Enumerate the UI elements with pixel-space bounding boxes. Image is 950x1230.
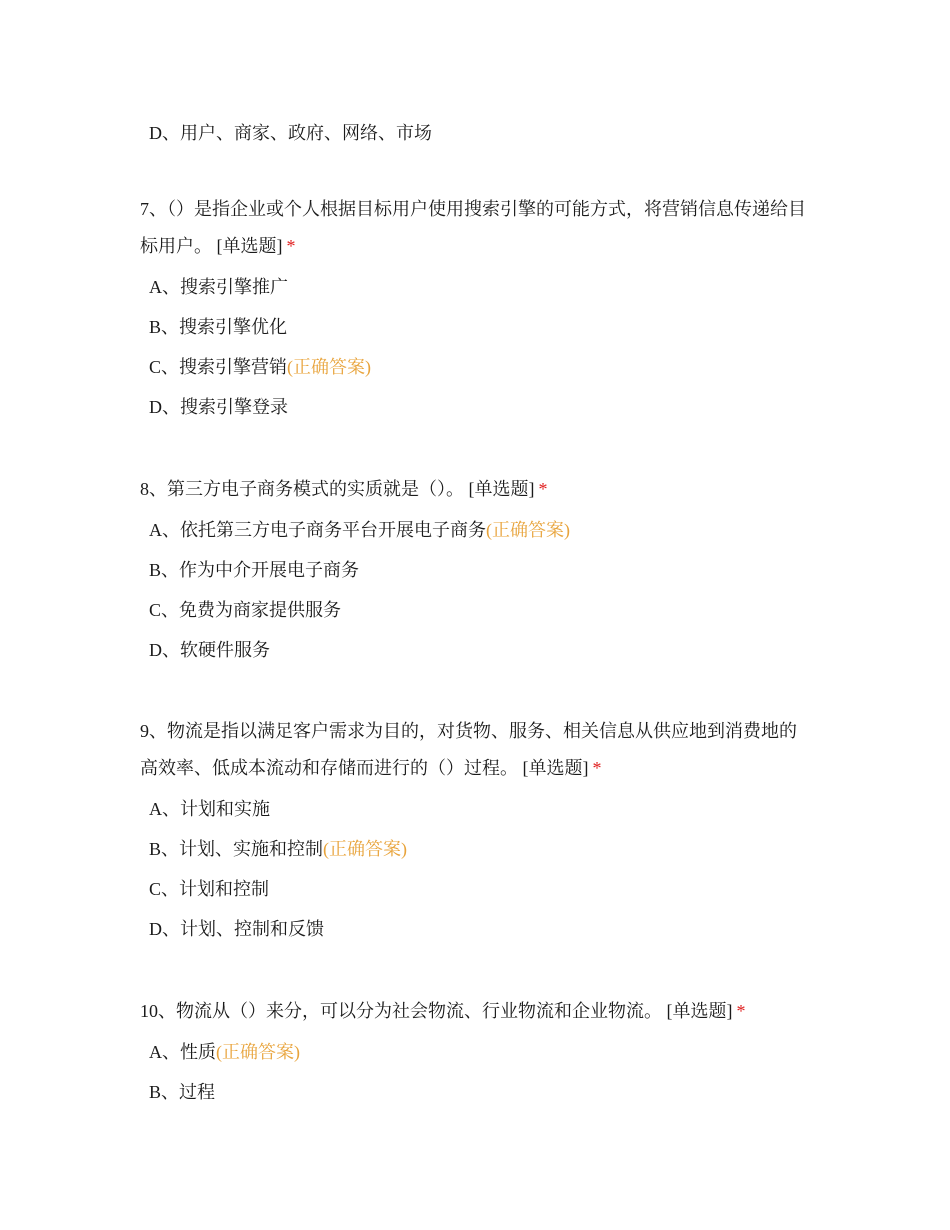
question-text: 10、物流从（）来分，可以分为社会物流、行业物流和企业物流。 [140, 1001, 662, 1021]
question-7 [140, 191, 810, 419]
option-d [149, 638, 810, 662]
option-a [149, 518, 810, 542]
option-text: B、计划、实施和控制 [149, 839, 324, 859]
question-text: 7、（）是指企业或个人根据目标用户使用搜索引擎的可能方式，将营销信息传递给目标用户。 [140, 199, 806, 256]
option-a [149, 1040, 810, 1064]
question-type-tag: [单选题] [468, 479, 535, 499]
options-list [140, 518, 810, 662]
options-list [140, 1040, 810, 1104]
option-text: B、作为中介开展电子商务 [149, 560, 360, 580]
required-mark: * [736, 1001, 746, 1021]
required-mark: * [592, 758, 602, 778]
question-type-tag: [单选题] [666, 1001, 733, 1021]
question-type-tag: [单选题] [522, 758, 589, 778]
option-text: A、搜索引擎推广 [149, 277, 288, 297]
option-c [149, 355, 810, 379]
correct-answer-label: (正确答案) [287, 357, 372, 377]
question-stem [140, 191, 810, 265]
options-list [140, 797, 810, 941]
question-text: 9、物流是指以满足客户需求为目的，对货物、服务、相关信息从供应地到消费地的高效率、低成本流动和存储而进行的（）过程。 [140, 721, 797, 778]
correct-answer-label: (正确答案) [323, 839, 408, 859]
option-text: D、软硬件服务 [149, 640, 270, 660]
correct-answer-label: (正确答案) [216, 1042, 300, 1062]
option-b [149, 315, 810, 339]
required-mark: * [286, 236, 296, 256]
option-c [149, 598, 810, 622]
option-text: D、计划、控制和反馈 [149, 919, 324, 939]
option-text: C、计划和控制 [149, 879, 270, 899]
required-mark: * [538, 479, 548, 499]
option-text: A、性质 [149, 1042, 216, 1062]
question-stem [140, 471, 810, 508]
option-text: A、计划和实施 [149, 799, 270, 819]
option-text: D、搜索引擎登录 [149, 397, 288, 417]
options-list [140, 275, 810, 419]
option-text: C、搜索引擎营销 [149, 357, 288, 377]
option-a [149, 275, 810, 299]
option-text: A、依托第三方电子商务平台开展电子商务 [149, 520, 486, 540]
previous-question-option-d: D、用户、商家、政府、网络、市场 [149, 123, 432, 143]
question-10 [140, 993, 810, 1104]
option-b [149, 558, 810, 582]
correct-answer-label: (正确答案) [486, 520, 570, 540]
option-d [149, 395, 810, 419]
option-b [149, 837, 810, 861]
option-text: B、搜索引擎优化 [149, 317, 288, 337]
option-b [149, 1080, 810, 1104]
question-type-tag: [单选题] [216, 236, 283, 256]
question-stem [140, 993, 810, 1030]
option-d [149, 917, 810, 941]
question-9 [140, 713, 810, 941]
option-text: C、免费为商家提供服务 [149, 600, 342, 620]
question-8 [140, 471, 810, 662]
question-stem [140, 713, 810, 787]
option-c [149, 877, 810, 901]
option-text: B、过程 [149, 1082, 216, 1102]
option-a [149, 797, 810, 821]
question-text: 8、第三方电子商务模式的实质就是（）。 [140, 479, 464, 499]
